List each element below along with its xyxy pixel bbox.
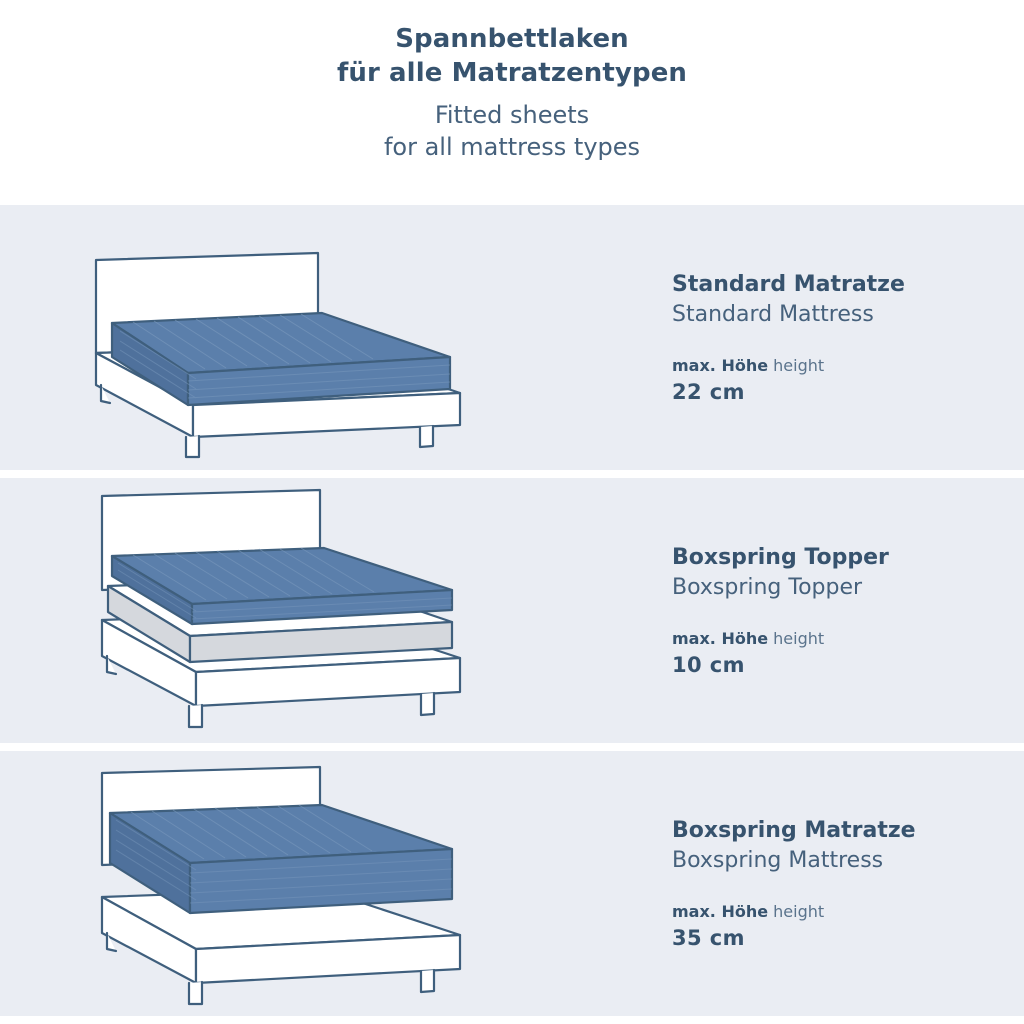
item-name-en: Standard Mattress: [672, 302, 874, 328]
item-name-de: Standard Matratze: [672, 271, 905, 297]
height-label-en: height: [773, 901, 825, 921]
label-block-standard-mattress: [640, 271, 1024, 405]
row-standard-mattress: [0, 205, 1024, 470]
label-block-boxspring-mattress: [640, 817, 1024, 951]
height-label-de: max. Höhe: [672, 901, 769, 921]
item-name-de: Boxspring Topper: [672, 544, 889, 570]
item-name-de: Boxspring Matratze: [672, 817, 916, 843]
page-title-en-line1: Fitted sheets: [434, 100, 590, 129]
item-name-en: Boxspring Mattress: [672, 848, 884, 874]
page-title-en-line2: for all mattress types: [383, 132, 641, 161]
illustration-boxspring-topper: [0, 478, 640, 743]
height-value: 22 cm: [672, 380, 745, 405]
height-label: [672, 902, 1024, 923]
height-value: 35 cm: [672, 926, 745, 951]
page-title-de-line1: Spannbettlaken: [395, 24, 629, 54]
page-title-de-line2: für alle Matratzentypen: [336, 58, 688, 89]
height-label: [672, 356, 1024, 377]
row-boxspring-mattress: [0, 751, 1024, 1016]
page-title-de: [337, 22, 687, 91]
height-value: 10 cm: [672, 653, 745, 678]
height-label: [672, 629, 1024, 650]
illustration-boxspring-mattress: [0, 751, 640, 1016]
header: [0, 0, 1024, 205]
illustration-standard-mattress: [0, 205, 640, 470]
height-label-en: height: [773, 628, 825, 648]
height-label-de: max. Höhe: [672, 355, 769, 375]
page-title-en: [384, 100, 640, 164]
item-name-en: Boxspring Topper: [672, 575, 863, 601]
height-label-de: max. Höhe: [672, 628, 769, 648]
height-label-en: height: [773, 355, 825, 375]
label-block-boxspring-topper: [640, 544, 1024, 678]
row-boxspring-topper: [0, 478, 1024, 743]
